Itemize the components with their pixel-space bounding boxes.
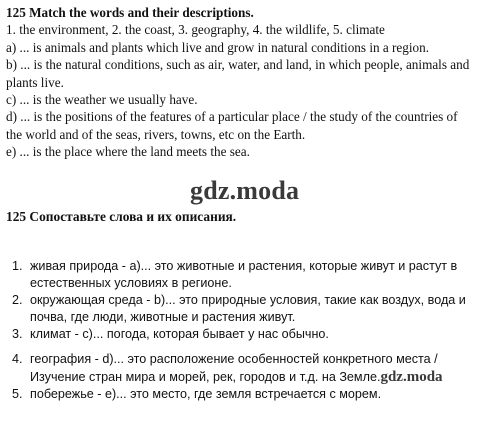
word-list: 1. the environment, 2. the coast, 3. geography, 4. the wildlife, 5. climate bbox=[6, 22, 385, 38]
answer-item bbox=[0, 258, 480, 292]
answer-text: живая природа - a)... это животные и растения, которые живут и растут в естественных условиях в регионе. bbox=[30, 259, 458, 291]
site-watermark: gdz.moda bbox=[190, 176, 300, 205]
description-a: a) ... is animals and plants which live and grow in natural conditions in a region. bbox=[6, 39, 430, 55]
answer-item bbox=[0, 326, 480, 343]
answer-number: 1. bbox=[12, 259, 23, 273]
answer-text: климат - c)... погода, которая бывает у нас обычно. bbox=[30, 327, 329, 342]
russian-exercise-heading: 125 Сопоставьте слова и их описания. bbox=[6, 209, 237, 224]
answer-item bbox=[0, 386, 480, 403]
spacer bbox=[0, 343, 480, 351]
answer-number: 4. bbox=[12, 352, 23, 367]
russian-answer-list bbox=[0, 258, 480, 403]
inline-watermark: gdz.moda bbox=[380, 368, 443, 385]
description-b: b) ... is the natural conditions, such as air, water, and land, in which people, animals and plants live. bbox=[6, 57, 470, 90]
description-d: d) ... is the positions of the features of a particular place / the study of the countries of the world and of the seas, rivers, towns, etc on the Earth. bbox=[6, 109, 458, 142]
answer-item bbox=[0, 351, 480, 385]
description-c: c) ... is the weather we usually have. bbox=[6, 92, 198, 108]
answer-item bbox=[0, 292, 480, 326]
answer-text: побережье - e)... это место, где земля встречается с морем. bbox=[30, 386, 382, 401]
answer-text: окружающая среда - b)... это природные условия, такие как воздух, вода и почва, где люди, животные и растения живут. bbox=[30, 293, 466, 325]
description-e: e) ... is the place where the land meets the sea. bbox=[6, 144, 250, 160]
exercise-heading: 125 Match the words and their descriptions. bbox=[6, 5, 254, 20]
answer-number: 5. bbox=[12, 386, 23, 401]
english-exercise bbox=[6, 4, 476, 161]
answer-number: 2. bbox=[12, 293, 23, 308]
answer-text: география - d)... это расположение особенностей конкретного места / Изучение стран мира и морей, рек, городов и т.д. на Земле. bbox=[30, 352, 438, 384]
answer-number: 3. bbox=[12, 327, 23, 342]
